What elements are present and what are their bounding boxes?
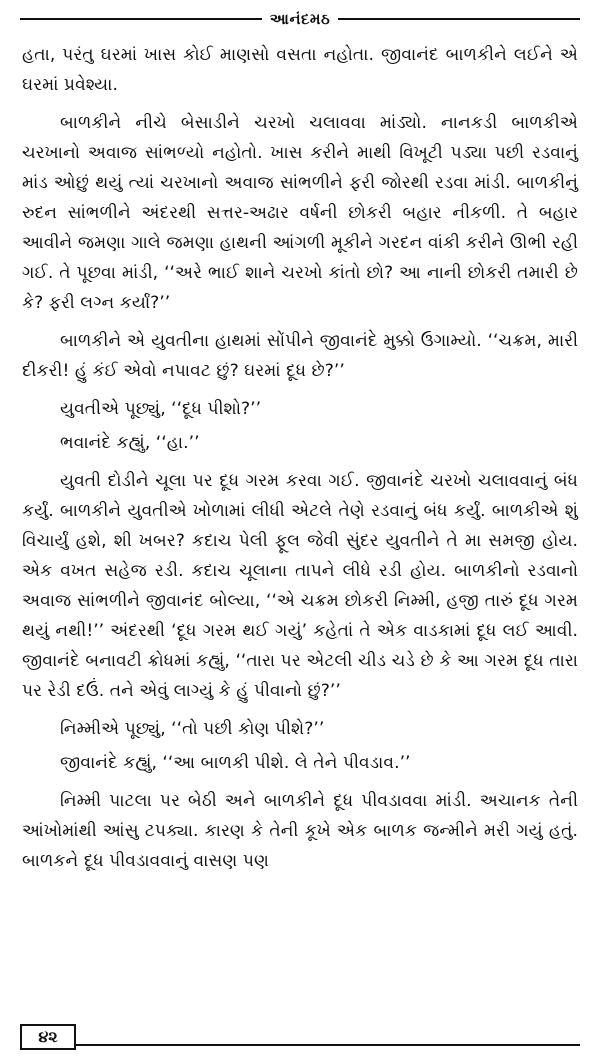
- header-rule-left: [20, 18, 262, 20]
- page-body: [22, 40, 584, 884]
- book-title: આનંદમઠ: [269, 10, 331, 28]
- page-footer: [20, 1020, 580, 1050]
- running-header: [20, 6, 580, 32]
- paragraph: જીવાનંદે કહ્યું, ‘‘આ બાળકી પીશે. લે તેને પીવડાવ.’’: [60, 753, 411, 773]
- footer-rule: [76, 1044, 580, 1046]
- paragraph: હતા, પરંતુ ઘરમાં ખાસ કોઈ માણસો વસતા નહોતા. જીવાનંદ બાળકીને લઈને એ ઘરમાં પ્રવેશ્યા.: [22, 45, 584, 95]
- paragraph: નિમ્મી પાટલા પર બેઠી અને બાળકીને દૂધ પીવડાવવા માંડી. અચાનક તેની આંખોમાંથી આંસુ ટપક્યા. કારણ કે તેની કૂખે એક બાળક જન્મીને મરી ગયું હતું. બાળકને દૂધ પીવડાવવાનું વાસણ પણ: [22, 791, 584, 871]
- paragraph: બાળકીને નીચે બેસાડીને ચરખો ચલાવવા માંડ્યો. નાનકડી બાળકીએ ચરખાનો અવાજ સાંભળ્યો નહોતો. ખાસ કરીને માથી વિખૂટી પડ્યા પછી રડવાનું માંડ ઓછું થયું ત્યાં ચરખાનો અવાજ સાંભળીને ફરી જોરથી રડવા માંડી. બાળકીનું રુદન સાંભળીને અંદરથી સત્તર-અઢાર વર્ષની છોકરી બહાર નીકળી. તે બહાર આવીને જમણા ગાલે જમણા હાથની આંગળી મૂકીને ગરદન વાંકી કરીને ઊભી રહી ગઈ. તે પૂછવા માંડી, ‘‘અરે ભાઈ શાને ચરખો કાંતો છો? આ નાની છોકરી તમારી છે કે? ફરી લગ્ન કર્યાં?’’: [22, 113, 584, 313]
- page-number: ૪૨: [20, 1024, 76, 1050]
- paragraph: નિમ્મીએ પૂછ્યું, ‘‘તો પછી કોણ પીશે?’’: [60, 719, 325, 739]
- paragraph: યુવતીએ પૂછ્યું, ‘‘દૂધ પીશો?’’: [60, 399, 262, 419]
- paragraph: બાળકીને એ યુવતીના હાથમાં સોંપીને જીવાનંદે મુક્કો ઉગામ્યો. ‘‘ચક્રમ, મારી દીકરી! હું કંઈ એવો નપાવટ છું? ઘરમાં દૂધ છે?’’: [22, 331, 584, 381]
- header-rule-right: [338, 18, 580, 20]
- paragraph: ભવાનંદે કહ્યું, ‘‘હા.’’: [60, 433, 200, 453]
- paragraph: યુવતી દોડીને ચૂલા પર દૂધ ગરમ કરવા ગઈ. જીવાનંદે ચરખો ચલાવવાનું બંધ કર્યું. બાળકીને યુવતીએ ખોળામાં લીધી એટલે તેણે રડવાનું બંધ કર્યું. બાળકીએ શું વિચાર્યું હશે, શી ખબર? કદાચ પેલી ફૂલ જેવી સુંદર યુવતીને તે મા સમજી હોય. એક વખત સહેજ રડી. કદાચ ચૂલાના તાપને લીધે રડી હોય. બાળકીનો રડવાનો અવાજ સાંભળીને જીવાનંદ બોલ્યા, ‘‘એ ચક્રમ છોકરી નિમ્મી, હજી તારું દૂધ ગરમ થયું નથી!’’ અંદરથી ‘દૂધ ગરમ થઈ ગયું’ કહેતાં તે એક વાડકામાં દૂધ લઈ આવી. જીવાનંદે બનાવટી ક્રોધમાં કહ્યું, ‘‘તારા પર એટલી ચીડ ચડે છે કે આ ગરમ દૂધ તારા પર રેડી દઉં. તને એવું લાગ્યું કે હું પીવાનો છું?’’: [22, 471, 584, 701]
